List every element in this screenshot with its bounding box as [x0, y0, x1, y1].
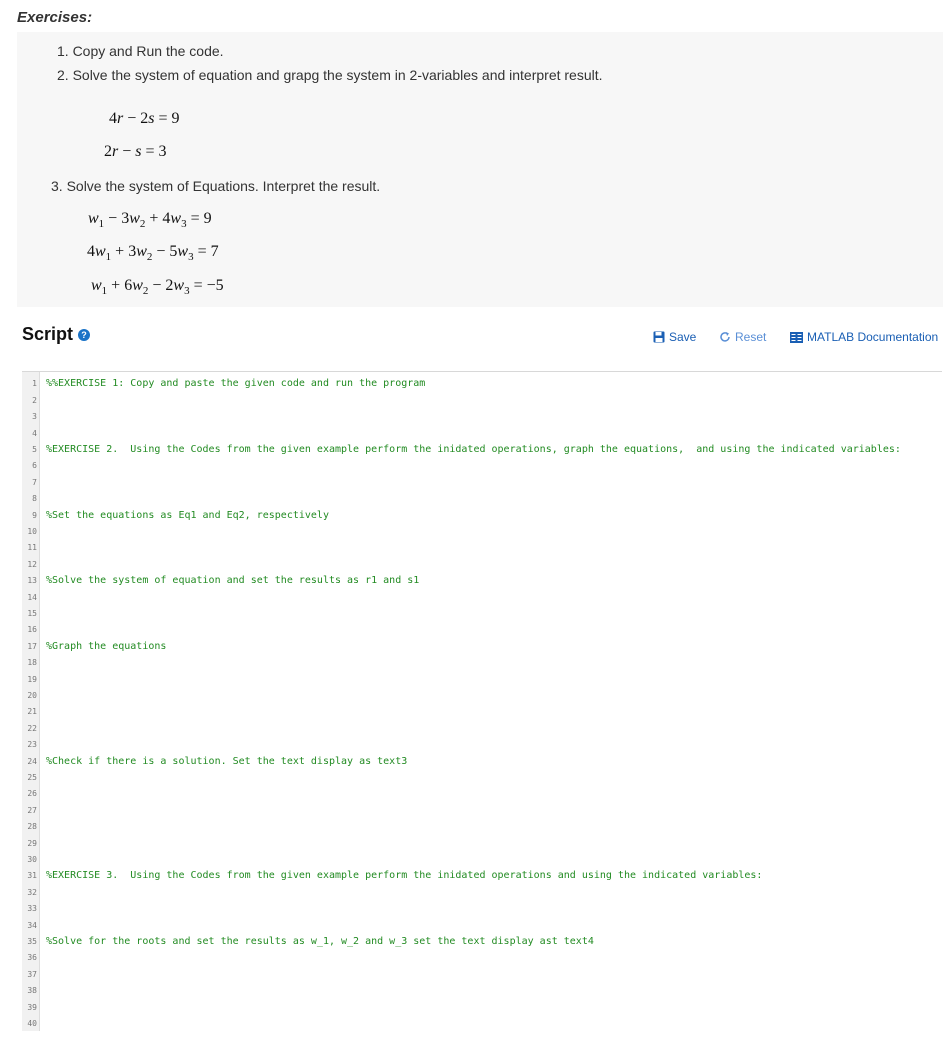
line-number: 11: [27, 543, 37, 552]
line-number: 26: [27, 789, 37, 798]
help-icon[interactable]: ?: [78, 329, 90, 341]
equation-1: 4r − 2s = 9: [109, 110, 180, 127]
code-comment-line[interactable]: %%EXERCISE 1: Copy and paste the given code and run the program: [46, 378, 426, 389]
line-number: 37: [27, 970, 37, 979]
line-number: 23: [27, 740, 37, 749]
reset-button[interactable]: [719, 330, 766, 344]
line-number: 32: [27, 888, 37, 897]
line-number: 7: [32, 478, 37, 487]
reset-label: Reset: [735, 330, 767, 344]
line-number: 3: [32, 412, 37, 421]
save-icon: [653, 331, 665, 343]
line-number: 38: [27, 986, 37, 995]
line-number: 22: [27, 724, 37, 733]
code-comment-line[interactable]: %EXERCISE 3. Using the Codes from the given example perform the inidated operations and using the indicated variables:: [46, 870, 763, 881]
save-label: Save: [669, 330, 697, 344]
line-number: 8: [32, 494, 37, 503]
documentation-label: MATLAB Documentation: [807, 330, 939, 344]
line-number: 28: [27, 822, 37, 831]
line-number: 21: [27, 707, 37, 716]
line-number: 15: [27, 609, 37, 618]
line-number-gutter: [22, 372, 40, 1031]
line-number: 19: [27, 675, 37, 684]
line-number: 29: [27, 839, 37, 848]
code-comment-line[interactable]: %Solve for the roots and set the results as w_1, w_2 and w_3 set the text display ast text4: [46, 936, 594, 947]
line-number: 17: [27, 642, 37, 651]
equation-2: 2r − s = 3: [104, 143, 167, 160]
exercises-title: Exercises:: [17, 9, 93, 26]
task-3: 3. Solve the system of Equations. Interpret the result.: [51, 178, 381, 194]
line-number: 36: [27, 953, 37, 962]
line-number: 20: [27, 691, 37, 700]
line-number: 27: [27, 806, 37, 815]
line-number: 30: [27, 855, 37, 864]
line-number: 9: [32, 511, 37, 520]
line-number: 10: [27, 527, 37, 536]
code-comment-line[interactable]: %EXERCISE 2. Using the Codes from the given example perform the inidated operations, graph the equations, and using the indicated variables:: [46, 444, 901, 455]
equation-4: $4w_1 + 3w_2 - 5w_3 = 7$: [87, 243, 219, 264]
save-button[interactable]: [653, 330, 696, 344]
line-number: 12: [27, 560, 37, 569]
line-number: 14: [27, 593, 37, 602]
equation-3: $w_1 - 3w_2 + 4w_3 = 9$: [88, 210, 212, 231]
line-number: 34: [27, 921, 37, 930]
equation-5: $w_1 + 6w_2 - 2w_3 = -5$: [91, 277, 224, 298]
line-number: 25: [27, 773, 37, 782]
line-number: 5: [32, 445, 37, 454]
task-1: 1. Copy and Run the code.: [57, 43, 224, 59]
line-number: 2: [32, 396, 37, 405]
task-2: 2. Solve the system of equation and grapg the system in 2-variables and interpret result.: [57, 67, 603, 83]
documentation-icon: [790, 332, 803, 343]
matlab-documentation-link[interactable]: [790, 330, 938, 344]
line-number: 18: [27, 658, 37, 667]
line-number: 35: [27, 937, 37, 946]
exercises-panel: [17, 32, 943, 307]
line-number: 4: [32, 429, 37, 438]
code-comment-line[interactable]: %Check if there is a solution. Set the text display as text3: [46, 756, 408, 767]
line-number: 1: [32, 379, 37, 388]
line-number: 33: [27, 904, 37, 913]
code-editor[interactable]: [22, 371, 942, 1032]
line-number: 39: [27, 1003, 37, 1012]
line-number: 31: [27, 871, 37, 880]
code-comment-line[interactable]: %Solve the system of equation and set the results as r1 and s1: [46, 575, 420, 586]
script-header: [22, 324, 90, 345]
line-number: 24: [27, 757, 37, 766]
script-title: Script: [22, 324, 74, 344]
code-comment-line[interactable]: %Set the equations as Eq1 and Eq2, respectively: [46, 510, 329, 521]
line-number: 6: [32, 461, 37, 470]
line-number: 40: [27, 1019, 37, 1028]
reset-icon: [719, 331, 731, 343]
line-number: 13: [27, 576, 37, 585]
line-number: 16: [27, 625, 37, 634]
code-comment-line[interactable]: %Graph the equations: [46, 641, 167, 652]
